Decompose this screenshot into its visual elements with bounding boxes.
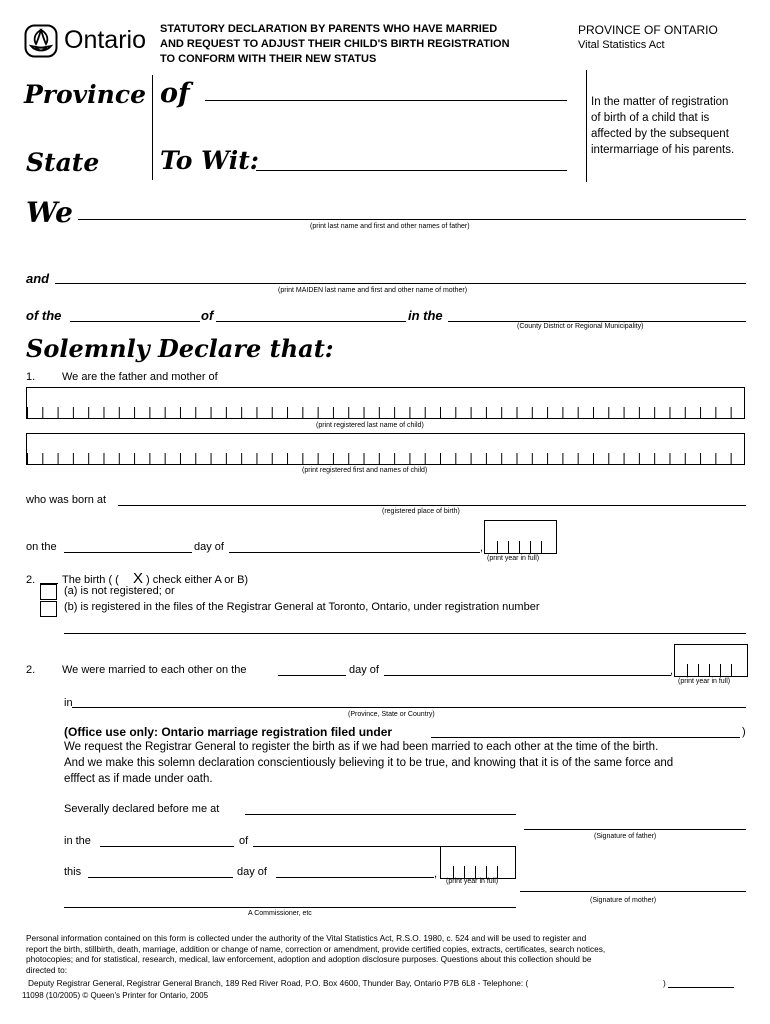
birth-year-caption: (print year in full) — [487, 555, 540, 562]
option-b-checkbox[interactable] — [40, 601, 57, 617]
marriage-comma: , — [670, 665, 674, 677]
privacy-line-3: photocopies; and for statistical, research, medical, law enforcement, adoption and adoption disclosure purposes. Questions about this collection should be — [26, 954, 592, 964]
contact-address: Deputy Registrar General, Registrar General Branch, 189 Red River Road, P.O. Box 4600, Thunder Bay, Ontario P7B 6L8 - Telephone: ( — [28, 978, 529, 988]
mother-signature-field[interactable] — [520, 891, 746, 892]
marriage-place-caption: (Province, State or Country) — [348, 711, 435, 718]
matter-line-3: affected by the subsequent — [591, 128, 729, 140]
title-line-3: TO CONFORM WITH THEIR NEW STATUS — [160, 53, 377, 65]
office-use-close: ) — [742, 726, 746, 738]
marriage-number: 2. — [26, 664, 36, 676]
solemn-text-1: And we make this solemn declaration conscientiously believing it to be true, and knowing that it is of the same force and — [64, 757, 674, 769]
on-the-label: on the — [26, 541, 57, 553]
request-text: We request the Registrar General to register the birth as if we had been married to each other at the time of the birth. — [64, 741, 659, 753]
solemn-text-2: efffect as if made under oath. — [64, 773, 213, 785]
check-mark: X — [133, 570, 144, 587]
province-heading: PROVINCE OF ONTARIO — [578, 23, 718, 37]
birth-day-of-label: day of — [194, 541, 224, 553]
severally-label: Severally declared before me at — [64, 803, 220, 815]
child-last-name-ticks — [27, 407, 744, 418]
preamble-divider-left — [152, 75, 153, 180]
and-label: and — [26, 271, 50, 286]
marriage-year-grid[interactable] — [674, 644, 748, 677]
logo-wordmark: Ontario — [64, 26, 146, 54]
signing-year-caption: (print year in full) — [446, 878, 499, 885]
birth-place-field[interactable] — [118, 505, 746, 506]
signing-this-label: this — [64, 866, 82, 878]
county-field[interactable] — [448, 321, 746, 322]
office-use-field[interactable] — [431, 737, 740, 738]
option-b-label: (b) is registered in the files of the Registrar General at Toronto, Ontario, under registration number — [64, 601, 540, 613]
birth-year-grid[interactable] — [484, 520, 557, 554]
child-last-name-caption: (print registered last name of child) — [316, 422, 424, 429]
declared-at-field[interactable] — [245, 814, 516, 815]
preamble-divider-right — [586, 70, 587, 182]
to-wit-field[interactable] — [256, 170, 567, 171]
birth-comma: , — [480, 542, 484, 554]
marriage-day-of-label: day of — [349, 664, 379, 676]
trillium-icon — [24, 24, 58, 58]
signing-in-the-field[interactable] — [100, 846, 234, 847]
privacy-notice — [26, 933, 605, 975]
signing-comma: , — [434, 868, 438, 880]
signing-year-ticks — [453, 866, 503, 878]
birth-year-ticks — [497, 541, 544, 553]
title-line-1: STATUTORY DECLARATION BY PARENTS WHO HAVE MARRIED — [160, 23, 498, 35]
item1-text: We are the father and mother of — [62, 371, 218, 383]
matter-text — [591, 94, 734, 158]
child-first-name-grid[interactable] — [26, 433, 745, 465]
of-field[interactable] — [216, 321, 406, 322]
form-number: 11098 (10/2005) © Queen's Printer for Ontario, 2005 — [22, 991, 209, 1000]
registration-number-field[interactable] — [64, 633, 746, 634]
father-name-caption: (print last name and first and other names of father) — [310, 223, 470, 230]
child-first-name-caption: (print registered first and names of child) — [302, 467, 428, 474]
of-the-label: of the — [26, 308, 62, 323]
office-use-label: (Office use only: Ontario marriage registration filed under — [64, 725, 393, 739]
province-of-field[interactable] — [205, 100, 567, 101]
we-label: We — [26, 196, 73, 229]
matter-line-2: of birth of a child that is — [591, 112, 710, 124]
declare-heading: Solemnly Declare that: — [26, 334, 334, 363]
telephone-field[interactable] — [668, 987, 734, 988]
birth-status-text-prefix: The birth ( ( — [62, 574, 119, 586]
province-label: Province — [24, 80, 146, 109]
father-name-field[interactable] — [78, 219, 746, 220]
mother-name-field[interactable] — [55, 283, 746, 284]
county-caption: (County District or Regional Municipality) — [517, 323, 644, 330]
signing-day-field[interactable] — [88, 877, 233, 878]
marriage-in-label: in — [64, 697, 73, 709]
birth-day-field[interactable] — [64, 552, 192, 553]
marriage-month-field[interactable] — [384, 675, 671, 676]
item1-number: 1. — [26, 371, 36, 383]
to-wit-label: To Wit: — [160, 146, 260, 175]
mother-name-caption: (print MAIDEN last name and first and other name of mother) — [278, 287, 468, 294]
marriage-place-field[interactable] — [72, 707, 746, 708]
birth-status-number: 2. — [26, 574, 36, 586]
mother-signature-caption: (Signature of mother) — [590, 897, 657, 904]
ontario-logo — [24, 24, 154, 60]
birth-month-field[interactable] — [229, 552, 480, 553]
signing-of-label: of — [239, 835, 249, 847]
commissioner-signature-field[interactable] — [64, 907, 516, 908]
marriage-text: We were married to each other on the — [62, 664, 247, 676]
child-first-name-ticks — [27, 453, 744, 464]
of-the-field[interactable] — [70, 321, 200, 322]
marriage-year-caption: (print year in full) — [678, 678, 731, 685]
father-signature-caption: (Signature of father) — [594, 833, 657, 840]
birth-place-caption: (registered place of birth) — [382, 508, 460, 515]
state-label: State — [26, 148, 100, 177]
privacy-line-1: Personal information contained on this form is collected under the authority of the Vital Statistics Act, R.S.O. 1980, c. 524 and will be used to register and — [26, 933, 587, 943]
signing-in-the-label: in the — [64, 835, 91, 847]
in-the-label: in the — [408, 308, 443, 323]
birth-status-text-suffix: ) check either A or B) — [146, 574, 249, 586]
matter-line-1: In the matter of registration — [591, 96, 729, 108]
signing-year-grid[interactable] — [440, 846, 516, 879]
telephone-close: ) — [663, 978, 666, 988]
title-line-2: AND REQUEST TO ADJUST THEIR CHILD'S BIRTH REGISTRATION — [160, 38, 510, 50]
marriage-year-ticks — [687, 664, 735, 676]
act-heading: Vital Statistics Act — [578, 39, 665, 51]
of-label: of — [160, 78, 190, 109]
matter-line-4: intermarriage of his parents. — [591, 144, 735, 156]
signing-month-field[interactable] — [276, 877, 434, 878]
commissioner-caption: A Commissioner, etc — [248, 910, 312, 917]
option-a-label: (a) is not registered; or — [64, 585, 175, 597]
marriage-day-field[interactable] — [278, 675, 346, 676]
form-title — [160, 22, 510, 67]
privacy-line-4: directed to: — [26, 964, 68, 975]
of-label-2: of — [201, 308, 214, 323]
privacy-line-2: report the birth, stillbirth, death, marriage, addition or change of name, correction or amendment, provide certified copies, extracts, certificates, search notices, — [26, 943, 606, 954]
option-a-checkbox[interactable] — [40, 584, 57, 600]
father-signature-field[interactable] — [524, 829, 746, 830]
signing-day-of-label: day of — [237, 866, 267, 878]
born-at-label: who was born at — [26, 494, 107, 506]
child-last-name-grid[interactable] — [26, 387, 745, 419]
